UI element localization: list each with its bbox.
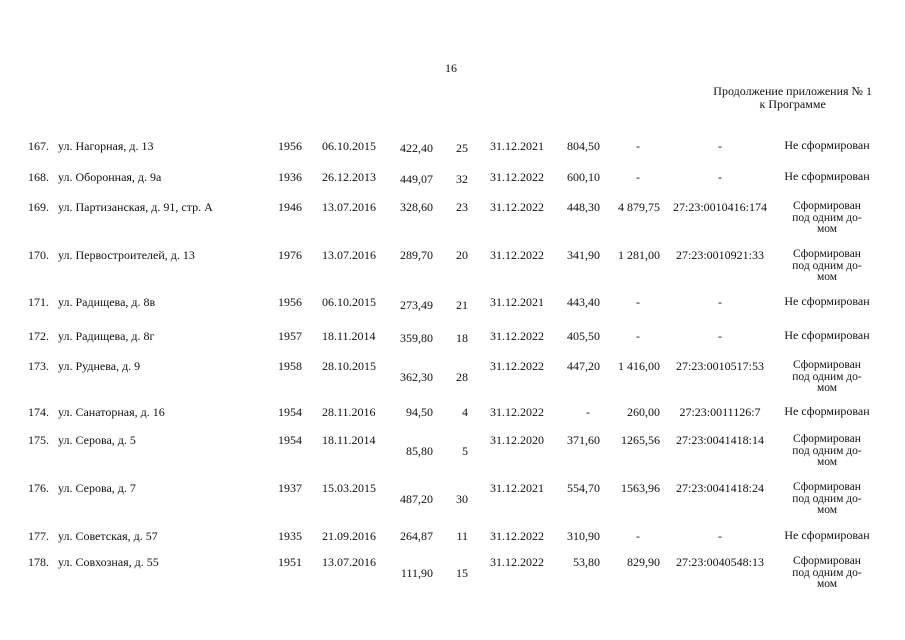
row-deadline: 31.12.2022 [490, 329, 544, 343]
row-amount: - [636, 170, 640, 184]
row-status: Сформирован под одним до- мом [792, 248, 862, 283]
row-address: ул. Советская, д. 57 [58, 529, 158, 543]
row-area: 264,87 [400, 529, 433, 543]
row-year: 1936 [278, 170, 302, 184]
row-year: 1958 [278, 359, 302, 373]
row-cadastral: - [718, 170, 722, 184]
row-amount: 1 416,00 [618, 359, 660, 373]
row-cadastral: 27:23:0040548:13 [675, 555, 764, 569]
page-number: 16 [445, 61, 457, 75]
row-address: ул. Первостроителей, д. 13 [58, 248, 195, 262]
row-date: 06.10.2015 [322, 139, 376, 153]
row-area: 328,60 [400, 200, 433, 214]
row-cadastral: 27:23:0011126:7 [679, 405, 761, 419]
row-number: 169. [28, 200, 49, 214]
row-status: Не сформирован [784, 138, 870, 152]
row-number: 168. [28, 170, 49, 184]
row-area2: 448,30 [567, 200, 600, 214]
row-count: 4 [462, 405, 468, 419]
row-amount: 1265,56 [621, 433, 660, 447]
row-cadastral: 27:23:0010921:33 [675, 248, 764, 262]
row-year: 1954 [278, 405, 302, 419]
row-cadastral: - [718, 329, 722, 343]
row-number: 177. [28, 529, 49, 543]
row-year: 1957 [278, 329, 302, 343]
row-cadastral: - [718, 529, 722, 543]
row-area: 487,20 [400, 492, 433, 506]
row-year: 1937 [278, 481, 302, 495]
row-area: 94,50 [406, 405, 433, 419]
row-amount: 4 879,75 [618, 200, 660, 214]
row-area2: 341,90 [567, 248, 600, 262]
row-number: 170. [28, 248, 49, 262]
row-status: Не сформирован [784, 528, 870, 542]
row-amount: - [636, 139, 640, 153]
row-area2: 53,80 [573, 555, 600, 569]
row-status: Сформирован под одним до- мом [792, 359, 862, 394]
row-status: Не сформирован [784, 404, 870, 418]
row-status: Не сформирован [784, 294, 870, 308]
row-amount: 260,00 [627, 405, 660, 419]
row-amount: 1563,96 [621, 481, 660, 495]
appendix-header-line1: Продолжение приложения № 1 [713, 84, 872, 98]
row-area: 289,70 [400, 248, 433, 262]
row-area: 85,80 [406, 444, 433, 458]
table-row [0, 249, 905, 289]
row-date: 13.07.2016 [322, 248, 376, 262]
row-count: 5 [462, 444, 468, 458]
row-date: 28.10.2015 [322, 359, 376, 373]
row-count: 15 [456, 566, 468, 580]
row-deadline: 31.12.2021 [490, 481, 544, 495]
row-date: 28.11.2016 [322, 405, 376, 419]
row-date: 18.11.2014 [322, 433, 376, 447]
row-deadline: 31.12.2022 [490, 529, 544, 543]
row-area2: 804,50 [567, 139, 600, 153]
row-status: Сформирован под одним до- мом [792, 433, 862, 468]
row-area: 362,30 [400, 370, 433, 384]
row-address: ул. Совхозная, д. 55 [58, 555, 159, 569]
row-deadline: 31.12.2022 [490, 405, 544, 419]
row-deadline: 31.12.2022 [490, 359, 544, 373]
row-status: Сформирован под одним до- мом [792, 481, 862, 516]
row-area2: 371,60 [567, 433, 600, 447]
row-deadline: 31.12.2022 [490, 170, 544, 184]
row-amount: - [636, 329, 640, 343]
row-address: ул. Оборонная, д. 9а [58, 170, 162, 184]
row-cadastral: 27:23:0041418:24 [675, 481, 764, 495]
row-number: 178. [28, 555, 49, 569]
row-cadastral: 27:23:0041418:14 [675, 433, 764, 447]
row-area2: 600,10 [567, 170, 600, 184]
row-number: 173. [28, 359, 49, 373]
row-area: 422,40 [400, 141, 433, 155]
row-amount: - [636, 295, 640, 309]
row-date: 13.07.2016 [322, 555, 376, 569]
row-area2: - [586, 405, 590, 419]
row-address: ул. Радищева, д. 8в [58, 295, 156, 309]
row-area2: 447,20 [567, 359, 600, 373]
row-count: 23 [456, 200, 468, 214]
row-deadline: 31.12.2022 [490, 200, 544, 214]
row-date: 26.12.2013 [322, 170, 376, 184]
row-deadline: 31.12.2021 [490, 139, 544, 153]
table-row [0, 556, 905, 596]
table-row [0, 434, 905, 474]
row-area2: 310,90 [567, 529, 600, 543]
row-count: 20 [456, 248, 468, 262]
row-address: ул. Нагорная, д. 13 [58, 139, 154, 153]
row-amount: - [636, 529, 640, 543]
row-date: 15.03.2015 [322, 481, 376, 495]
row-count: 30 [456, 492, 468, 506]
row-status: Не сформирован [784, 328, 870, 342]
row-cadastral: 27:23:0010416:174 [672, 200, 767, 214]
row-address: ул. Руднева, д. 9 [58, 359, 141, 373]
row-status: Сформирован под одним до- мом [792, 555, 862, 590]
table-row [0, 360, 905, 400]
row-count: 11 [456, 529, 468, 543]
row-cadastral: 27:23:0010517:53 [675, 359, 764, 373]
appendix-header-line2: к Программе [759, 97, 826, 111]
row-address: ул. Партизанская, д. 91, стр. А [58, 200, 213, 214]
row-amount: 1 281,00 [618, 248, 660, 262]
row-count: 18 [456, 331, 468, 345]
appendix-header [713, 85, 872, 111]
row-deadline: 31.12.2022 [490, 555, 544, 569]
row-address: ул. Радищева, д. 8г [58, 329, 155, 343]
row-year: 1935 [278, 529, 302, 543]
row-area2: 443,40 [567, 295, 600, 309]
row-year: 1956 [278, 139, 302, 153]
row-amount: 829,90 [627, 555, 660, 569]
row-cadastral: - [718, 295, 722, 309]
row-number: 171. [28, 295, 49, 309]
row-number: 172. [28, 329, 49, 343]
table-row [0, 201, 905, 241]
row-number: 175. [28, 433, 49, 447]
row-status: Сформирован под одним до- мом [792, 200, 862, 235]
row-date: 06.10.2015 [322, 295, 376, 309]
row-area: 273,49 [400, 298, 433, 312]
row-number: 167. [28, 139, 49, 153]
row-count: 32 [456, 172, 468, 186]
table-row [0, 482, 905, 522]
row-date: 13.07.2016 [322, 200, 376, 214]
row-deadline: 31.12.2020 [490, 433, 544, 447]
row-year: 1956 [278, 295, 302, 309]
row-count: 25 [456, 141, 468, 155]
row-year: 1954 [278, 433, 302, 447]
row-address: ул. Серова, д. 5 [58, 433, 136, 447]
row-year: 1976 [278, 248, 302, 262]
row-cadastral: - [718, 139, 722, 153]
row-address: ул. Санаторная, д. 16 [58, 405, 165, 419]
row-date: 21.09.2016 [322, 529, 376, 543]
row-count: 21 [456, 298, 468, 312]
row-area2: 405,50 [567, 329, 600, 343]
row-area: 449,07 [400, 172, 433, 186]
row-year: 1951 [278, 555, 302, 569]
row-area: 111,90 [400, 566, 433, 580]
row-date: 18.11.2014 [322, 329, 376, 343]
row-deadline: 31.12.2021 [490, 295, 544, 309]
row-count: 28 [456, 370, 468, 384]
row-status: Не сформирован [784, 169, 870, 183]
row-number: 174. [28, 405, 49, 419]
row-deadline: 31.12.2022 [490, 248, 544, 262]
row-address: ул. Серова, д. 7 [58, 481, 136, 495]
row-year: 1946 [278, 200, 302, 214]
row-number: 176. [28, 481, 49, 495]
row-area2: 554,70 [567, 481, 600, 495]
row-area: 359,80 [400, 331, 433, 345]
